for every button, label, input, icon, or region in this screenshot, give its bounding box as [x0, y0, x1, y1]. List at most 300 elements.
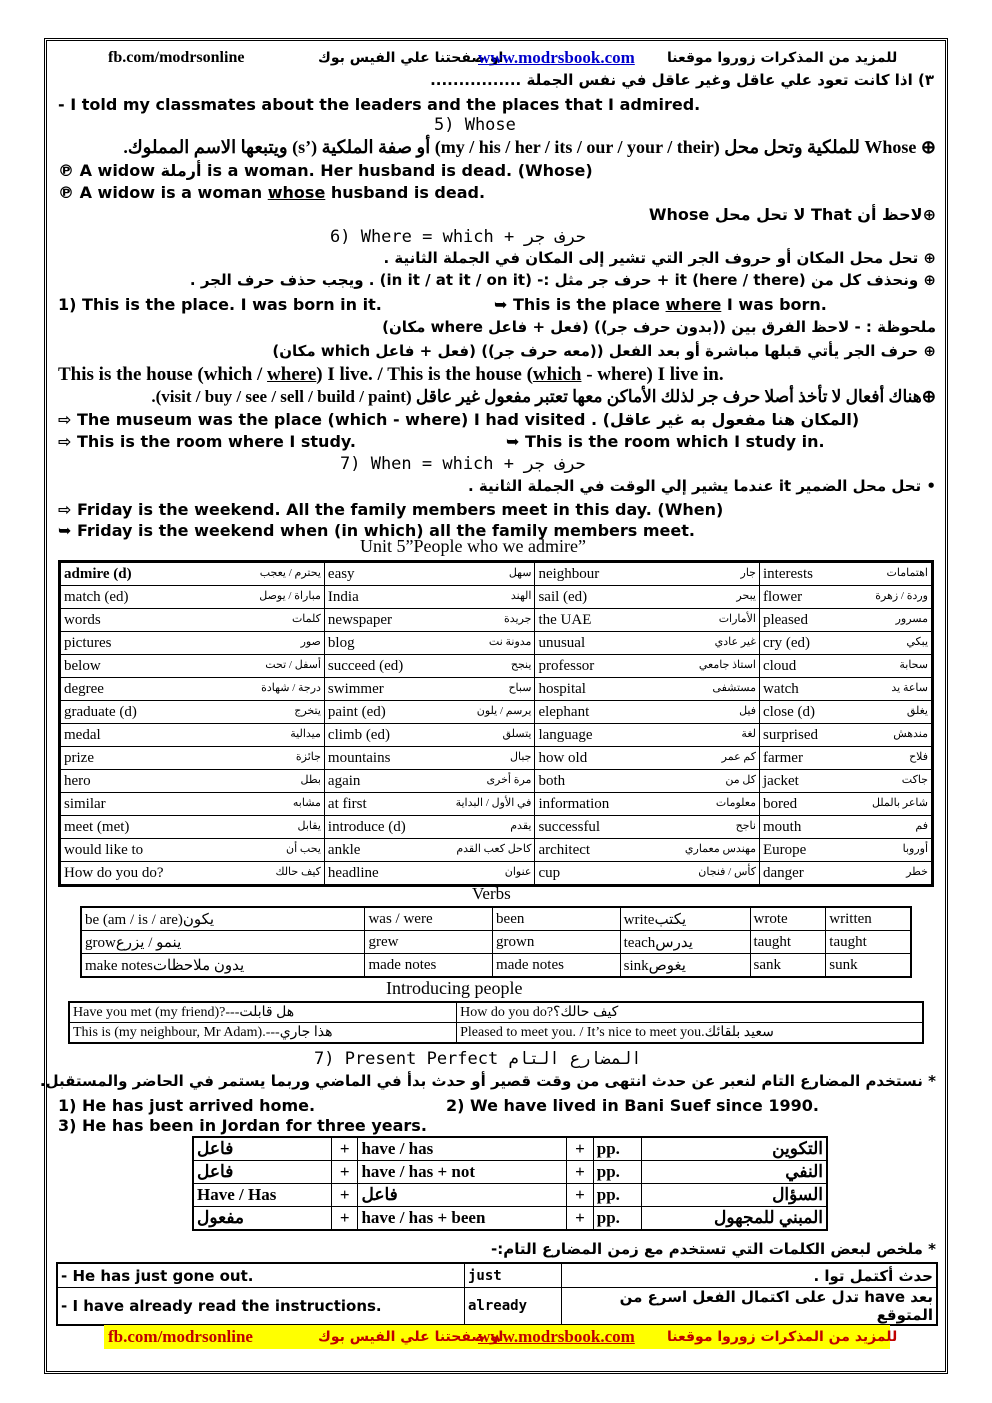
arabic-meaning: كل من [725, 773, 756, 786]
table-cell: pp. [593, 1161, 641, 1184]
arrow-icon: ➥ [58, 521, 77, 540]
english-word: professor [538, 657, 595, 674]
formation-row [193, 1184, 827, 1207]
where-example-4a: ⇨ This is the room where I study. [58, 432, 356, 451]
english-word: succeed (ed) [327, 657, 404, 674]
arabic-meaning: ناجح [735, 819, 756, 832]
table-cell [60, 609, 325, 632]
english-word: below [64, 657, 101, 674]
table-cell [759, 655, 932, 678]
english-word: sank [753, 956, 781, 973]
english-word: was / were [368, 910, 433, 927]
english-word: degree [64, 680, 104, 697]
table-cell [365, 954, 493, 978]
table-cell [60, 562, 325, 586]
arabic-meaning: كيف حالك؟ [553, 1005, 619, 1020]
arabic-meaning: درجة / شهادة [261, 681, 321, 694]
present-perfect-rule: * نستخدم المضارع التام لنعبر عن حدث انتهى من وقت قصير أو حدث بدأ في الماضي وربما يستمر في الحاضر والمستقبل. [39, 1072, 936, 1090]
table-cell: + [331, 1184, 358, 1207]
english-word: similar [64, 795, 106, 812]
english-word: make notes [85, 957, 153, 974]
english-word: would like to [64, 841, 144, 858]
rule-3: ٣) اذا كانت تعود علي عاقل وغير عاقل في نفس الجملة ................ [430, 71, 934, 89]
arabic-meaning: عنوان [504, 865, 532, 878]
table-cell [60, 724, 325, 747]
table-cell: have / has + been [358, 1207, 567, 1231]
bullet-icon: ℗ [58, 183, 80, 202]
bullet-icon: • [921, 477, 936, 495]
table-cell [750, 907, 826, 931]
table-cell [60, 655, 325, 678]
table-cell [759, 770, 932, 793]
english-word: India [327, 588, 359, 605]
english-word: hero [64, 772, 91, 789]
table-cell [81, 907, 365, 931]
table-cell: فاعل [193, 1161, 331, 1184]
english-word: taught [829, 933, 867, 950]
summary-title: * ملخص لبعض الكلمات التي تستخدم مع زمن المضارع التام:- [491, 1240, 936, 1258]
table-cell [759, 678, 932, 701]
table-cell [81, 954, 365, 978]
arabic-meaning: سحابة [899, 658, 928, 671]
table-cell [535, 655, 760, 678]
table-cell [324, 747, 535, 770]
arabic-meaning: سعيد بلقائك [704, 1025, 774, 1040]
table-cell: السؤال [641, 1184, 827, 1207]
vocab-row [60, 586, 933, 609]
english-word: paint (ed) [327, 703, 386, 720]
table-cell: pp. [593, 1184, 641, 1207]
table-cell [493, 931, 621, 954]
arabic-meaning: أسفل / تحت [265, 658, 321, 671]
table-cell [759, 862, 932, 886]
arabic-meaning: يكون [182, 911, 215, 928]
english-word: match (ed) [64, 588, 129, 605]
english-word: teach [623, 934, 656, 951]
table-cell: فاعل [193, 1137, 331, 1161]
english-word: made notes [496, 956, 564, 973]
arrow-icon: ⇨ [58, 410, 77, 429]
table-cell [759, 632, 932, 655]
table-cell [365, 907, 493, 931]
arabic-meaning: الأمارات [718, 612, 756, 625]
summary-table [56, 1262, 938, 1326]
table-cell [750, 931, 826, 954]
table-cell [324, 632, 535, 655]
english-word: admire (d) [64, 565, 132, 582]
table-cell [535, 701, 760, 724]
table-cell [493, 907, 621, 931]
table-cell [620, 931, 750, 954]
arabic-meaning: يقدم [510, 819, 532, 832]
table-cell [493, 954, 621, 978]
table-cell [324, 586, 535, 609]
table-cell: بعد have تدل على اكتمال الفعل اسرع من المتوقع [562, 1288, 938, 1326]
formation-row [193, 1137, 827, 1161]
table-cell [759, 562, 932, 586]
bullet-icon: ⊕ [916, 137, 936, 157]
english-word: again [327, 772, 361, 789]
arabic-meaning: كلمات [291, 612, 321, 625]
english-word: sail (ed) [538, 588, 588, 605]
intro-row [69, 1023, 923, 1044]
bullet-icon: ⊕ [918, 249, 936, 267]
arabic-meaning: هذا جاري [279, 1025, 333, 1040]
arabic-meaning: الهند [510, 589, 532, 602]
when-example-2: ➥ Friday is the weekend when (in which) all the family members meet. [58, 521, 695, 540]
arabic-meaning: يغلق [906, 704, 928, 717]
where-example-1a: 1) This is the place. I was born in it. [58, 295, 382, 314]
present-perfect-example-3: 3) He has been in Jordan for three years. [58, 1116, 427, 1135]
table-cell [60, 678, 325, 701]
table-cell [60, 586, 325, 609]
arabic-meaning: كم عمر [721, 750, 756, 763]
table-cell: have / has + not [358, 1161, 567, 1184]
table-cell: حدث أكتمل توا . [562, 1263, 938, 1288]
english-word: How do you do? [64, 864, 164, 881]
arabic-meaning: مدونة نت [488, 635, 532, 648]
arabic-meaning: لغة [741, 727, 756, 740]
english-word: wrote [753, 910, 788, 927]
table-cell: التكوين [641, 1137, 827, 1161]
english-word: cry (ed) [762, 634, 811, 651]
arabic-meaning: ينجح [510, 658, 532, 671]
arabic-meaning: يحترم / يعجب [259, 566, 321, 579]
english-word: farmer [762, 749, 803, 766]
english-word: watch [762, 680, 799, 697]
arabic-meaning: يتخرج [294, 704, 321, 717]
english-word: headline [327, 864, 379, 881]
present-perfect-heading: 7) Present Perfect المضارع التام [314, 1049, 642, 1069]
arabic-meaning: مرة أخرى [486, 773, 532, 786]
when-heading: 7) When = which + حرف جر [340, 454, 586, 474]
english-word: words [64, 611, 101, 628]
arrow-icon: ➥ [494, 295, 513, 314]
arabic-meaning: مباراة / يوصل [259, 589, 321, 602]
english-word: swimmer [327, 680, 384, 697]
arabic-meaning: يدون ملاحظات [152, 957, 245, 974]
english-word: grown [496, 933, 535, 950]
whose-example-1: ℗ A widow أرملة is a woman. Her husband is dead. (Whose) [58, 161, 593, 180]
english-word: hospital [538, 680, 586, 697]
table-cell [535, 586, 760, 609]
english-word: This is (my neighbour, Mr Adam).--- [73, 1025, 280, 1040]
english-word: mountains [327, 749, 391, 766]
table-cell [759, 793, 932, 816]
arabic-meaning: مهندس معماري [684, 842, 756, 855]
table-cell [535, 793, 760, 816]
verb-row [81, 907, 911, 931]
when-example-1: ⇨ Friday is the weekend. All the family members meet in this day. (When) [58, 500, 724, 519]
english-word: pictures [64, 634, 112, 651]
table-cell: + [331, 1161, 358, 1184]
table-cell: مفعول [193, 1207, 331, 1231]
english-word: How do you do? [460, 1005, 554, 1020]
vocab-row [60, 655, 933, 678]
arabic-meaning: صور [300, 635, 321, 648]
table-cell: - He has just gone out. [57, 1263, 465, 1288]
arabic-meaning: وردة / زهرة [875, 589, 928, 602]
english-word: flower [762, 588, 803, 605]
english-word: both [538, 772, 566, 789]
english-word: successful [538, 818, 601, 835]
english-word: the UAE [538, 611, 592, 628]
english-word: pleased [762, 611, 808, 628]
table-cell [60, 816, 325, 839]
when-rule: • تحل محل الضمير it عندما يشير إلي الوقت في الجملة الثانية . [467, 477, 936, 495]
english-word: Europe [762, 841, 807, 858]
table-cell: pp. [593, 1207, 641, 1231]
arabic-meaning: جاكت [901, 773, 928, 786]
introducing-title: Introducing people [386, 978, 523, 998]
arabic-meaning: يقابل [297, 819, 321, 832]
arabic-meaning: يدرس [655, 934, 693, 951]
english-word: cup [538, 864, 561, 881]
vocab-row [60, 701, 933, 724]
table-cell [324, 839, 535, 862]
where-rule-3: ⊕هناك أفعال لا تأخذ أصلا حرف جر لذلك الأماكن معها تعتبر مفعول غير عاقل (visit / buy / see / sell / build / paint). [151, 387, 936, 406]
table-cell: already [465, 1288, 562, 1326]
arabic-meaning: خطر [906, 865, 928, 878]
arabic-meaning: اهتمامات [886, 566, 928, 579]
table-cell [759, 586, 932, 609]
table-cell [324, 862, 535, 886]
table-cell [69, 1002, 457, 1023]
arabic-meaning: كاحل كعب القدم [456, 842, 532, 855]
table-cell [324, 678, 535, 701]
summary-row [57, 1263, 937, 1288]
english-word: close (d) [762, 703, 816, 720]
formation-row [193, 1207, 827, 1231]
table-cell: + [567, 1184, 594, 1207]
table-cell: المبني للمجهول [641, 1207, 827, 1231]
english-word: jacket [762, 772, 799, 789]
summary-row [57, 1288, 937, 1326]
vocab-row [60, 793, 933, 816]
arrow-icon: ➥ [506, 432, 525, 451]
arabic-meaning: جبال [509, 750, 532, 763]
english-word: been [496, 910, 525, 927]
table-cell: just [465, 1263, 562, 1288]
arrow-icon: ⇨ [58, 500, 77, 519]
table-cell [759, 816, 932, 839]
table-cell [620, 954, 750, 978]
footer-fb-link[interactable]: fb.com/modrsonline [108, 1327, 253, 1346]
header-fb-link[interactable]: fb.com/modrsonline [108, 49, 245, 66]
english-word: cloud [762, 657, 797, 674]
table-cell: فاعل [358, 1184, 567, 1207]
present-perfect-example-1: 1) He has just arrived home. [58, 1096, 316, 1115]
english-word: architect [538, 841, 591, 858]
table-cell [324, 793, 535, 816]
english-word: at first [327, 795, 367, 812]
verb-row [81, 931, 911, 954]
english-word: grow [85, 934, 116, 951]
table-cell [457, 1002, 923, 1023]
table-cell [365, 931, 493, 954]
where-example-4b: ➥ This is the room which I study in. [506, 432, 825, 451]
whose-note: ⊕لاحظ أن That لا تحل محل Whose [648, 205, 936, 224]
arabic-meaning: جائزة [295, 750, 321, 763]
english-word: unusual [538, 634, 586, 651]
vocab-row [60, 839, 933, 862]
present-perfect-example-2: 2) We have lived in Bani Suef since 1990. [446, 1096, 819, 1115]
vocab-row [60, 724, 933, 747]
arabic-meaning: فلاح [909, 750, 928, 763]
arabic-meaning: جار [740, 566, 756, 579]
arabic-meaning: يغوص [648, 957, 686, 974]
arabic-meaning: فم [915, 819, 928, 832]
arabic-meaning: شاعر بالملل [871, 796, 928, 809]
table-cell: + [331, 1137, 358, 1161]
vocab-row [60, 562, 933, 586]
english-word: graduate (d) [64, 703, 137, 720]
table-cell [60, 632, 325, 655]
verbs-table [80, 906, 912, 978]
arabic-meaning: يكتب [654, 911, 687, 928]
arabic-meaning: مشابه [292, 796, 321, 809]
arabic-meaning: ساعة يد [891, 681, 928, 694]
english-word: made notes [368, 956, 437, 973]
bullet-icon: ⊕ [922, 205, 936, 224]
arabic-meaning: ينمو / يزرع [115, 934, 182, 951]
table-cell [759, 701, 932, 724]
english-word: sunk [829, 956, 858, 973]
english-word: be (am / is / are) [85, 911, 183, 928]
vocab-row [60, 770, 933, 793]
unit-title: Unit 5”People who we admire” [360, 536, 586, 556]
bullet-icon: ℗ [58, 161, 80, 180]
whose-rule: ⊕ Whose للملكية وتحل محل (my / his / her / its / our / your / their) أو صفة الملكية (’s) ويتبعها الاسم المملوك. [123, 137, 936, 157]
table-cell [457, 1023, 923, 1044]
table-cell [60, 770, 325, 793]
english-word: medal [64, 726, 101, 743]
english-word: newspaper [327, 611, 393, 628]
where-note-1: ملحوظة : - لاحظ الفرق بين ((بدون حرف جر)) (فعل + فاعل where مكان) [382, 318, 936, 336]
table-cell: + [331, 1207, 358, 1231]
english-word: Pleased to meet you. / It’s nice to meet you. [460, 1025, 705, 1040]
english-word: written [829, 910, 872, 927]
table-cell: pp. [593, 1137, 641, 1161]
vocab-row [60, 632, 933, 655]
table-cell: + [567, 1161, 594, 1184]
table-cell [759, 724, 932, 747]
table-cell [535, 839, 760, 862]
arabic-meaning: مسرور [895, 612, 928, 625]
verbs-title: Verbs [472, 884, 511, 903]
table-cell [535, 609, 760, 632]
arabic-meaning: هل قابلت [239, 1005, 295, 1020]
where-example-1b: ➥ This is the place where I was born. [494, 295, 827, 314]
table-cell: + [567, 1207, 594, 1231]
table-cell [535, 562, 760, 586]
where-rule-1: ⊕ تحل محل المكان أو حروف الجر التي تشير إلى المكان في الجملة الثانية . [383, 249, 936, 267]
table-cell [324, 770, 535, 793]
table-cell: Have / Has [193, 1184, 331, 1207]
arabic-meaning: مستشفى [712, 681, 756, 694]
bullet-icon: ⊕ [918, 271, 936, 289]
english-word: blog [327, 634, 355, 651]
table-cell [535, 816, 760, 839]
english-word: climb (ed) [327, 726, 390, 743]
header-site-link[interactable]: www.modrsbook.com [478, 48, 635, 67]
formation-row [193, 1161, 827, 1184]
english-word: prize [64, 749, 94, 766]
table-cell [759, 747, 932, 770]
table-cell [60, 701, 325, 724]
where-example-3: ⇨ The museum was the place (which - where) I had visited . (المكان هنا مفعول به غير عاقل) [58, 410, 860, 429]
footer-site-link[interactable]: www.modrsbook.com [478, 1327, 635, 1346]
where-example-2: This is the house (which / where) I live. / This is the house (which - where) I live in. [58, 364, 724, 385]
table-cell [324, 562, 535, 586]
vocab-row [60, 862, 933, 886]
table-cell [750, 954, 826, 978]
table-cell [535, 678, 760, 701]
arabic-meaning: يبحر [736, 589, 756, 602]
where-rule-2: ⊕ ونحذف كل من (here / there) it + حرف جر مثل :- (in it / at it / on it) . ويجب حذف حرف الجر . [189, 271, 936, 289]
verb-row [81, 954, 911, 978]
arabic-meaning: فيل [739, 704, 756, 717]
footer-site-label: للمزيد من المذكرات زوروا موقعنا [667, 1329, 898, 1345]
vocab-row [60, 816, 933, 839]
table-cell [759, 609, 932, 632]
table-cell [81, 931, 365, 954]
english-word: surprised [762, 726, 818, 743]
english-word: write [623, 911, 655, 928]
arabic-meaning: أوروبا [902, 842, 928, 855]
table-cell [324, 701, 535, 724]
arabic-meaning: سهل [508, 566, 532, 579]
english-word: introduce (d) [327, 818, 406, 835]
english-word: bored [762, 795, 798, 812]
table-cell [69, 1023, 457, 1044]
english-word: information [538, 795, 610, 812]
arabic-meaning: مندهش [893, 727, 928, 740]
table-cell [324, 609, 535, 632]
arabic-meaning: سباح [508, 681, 532, 694]
arabic-meaning: جريدة [503, 612, 532, 625]
footer-fb-label: او صفحتنا علي الفيس بوك [318, 1329, 504, 1345]
whose-example-2: ℗ A widow is a woman whose husband is dead. [58, 183, 486, 202]
arabic-meaning: يبكي [906, 635, 928, 648]
english-word: grew [368, 933, 399, 950]
arrow-icon: ⇨ [58, 432, 77, 451]
intro-row [69, 1002, 923, 1023]
introducing-table [68, 1001, 924, 1044]
table-cell [60, 747, 325, 770]
table-cell: have / has [358, 1137, 567, 1161]
example-line: - I told my classmates about the leaders and the places that I admired. [58, 95, 701, 114]
arabic-meaning: كيف حالك [275, 865, 321, 878]
english-word: meet (met) [64, 818, 130, 835]
english-word: language [538, 726, 593, 743]
table-cell [60, 862, 325, 886]
english-word: mouth [762, 818, 802, 835]
english-word: easy [327, 565, 355, 582]
table-cell [535, 724, 760, 747]
arabic-meaning: يرسم / يلون [476, 704, 532, 717]
table-cell: + [567, 1137, 594, 1161]
table-cell [535, 770, 760, 793]
table-cell [324, 816, 535, 839]
arabic-meaning: بطل [300, 773, 321, 786]
table-cell [826, 954, 911, 978]
table-cell: - I have already read the instructions. [57, 1288, 465, 1326]
table-cell [826, 907, 911, 931]
english-word: neighbour [538, 565, 600, 582]
arabic-meaning: استاذ جامعي [698, 658, 756, 671]
english-word: elephant [538, 703, 590, 720]
